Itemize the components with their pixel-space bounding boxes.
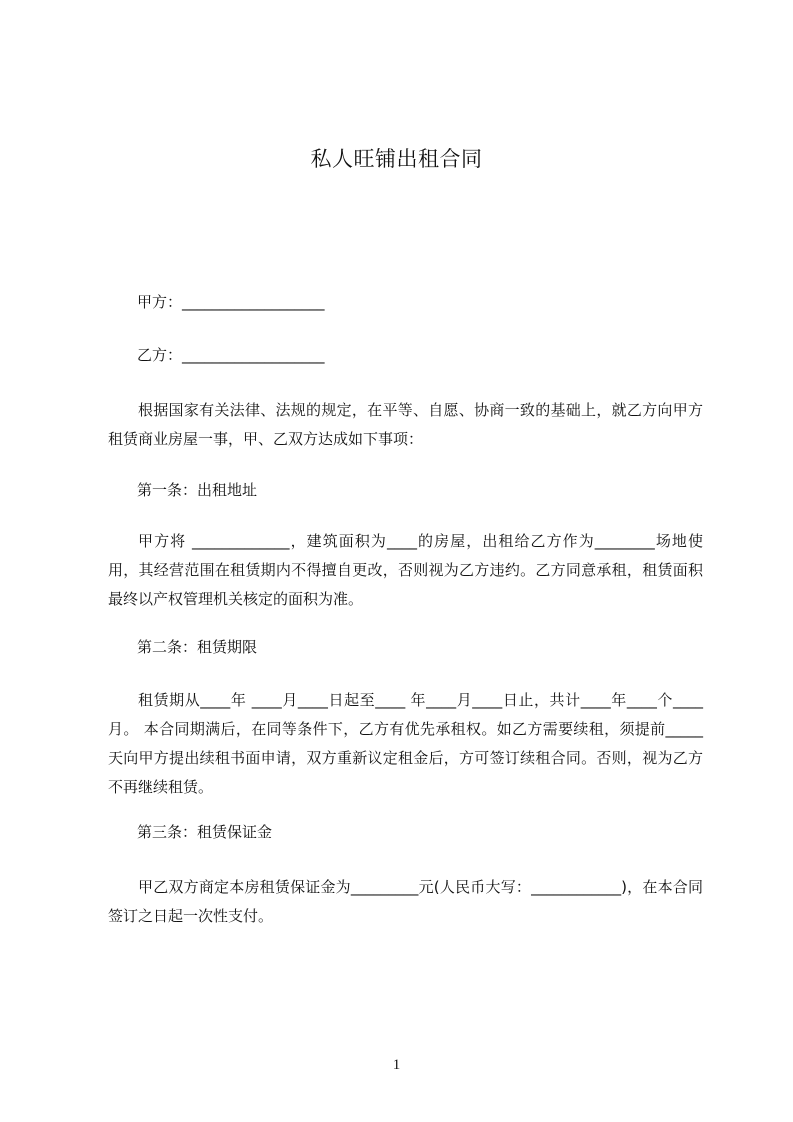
party-b-line: 乙方：___________________: [137, 346, 325, 364]
intro-paragraph: 根据国家有关法律、法规的规定，在平等、自愿、协商一致的基础上，就乙方向甲方租赁商业房屋一事，甲、乙双方达成如下事项：: [108, 401, 703, 448]
page-number: 1: [392, 1057, 401, 1073]
article-1-body: 甲方将 _____________，建筑面积为____的房屋，出租给乙方作为________场地使用，其经营范围在租赁期内不得擅自更改，否则视为乙方违约。乙方同意承租，租赁面积最终以产权管理机关核定的面积为准。: [108, 532, 703, 608]
article-1-heading: 第一条：出租地址: [137, 481, 258, 499]
article-2-body: 租赁期从____年 ____月____日起至____ 年____月____日止，共计____年____个____月。 本合同期满后，在同等条件下，乙方有优先承租权。如乙方需要续租，须提前_____天向甲方提出续租书面申请，双方重新议定租金后，方可签订续租合同。否则，视为乙方不再继续租赁。: [108, 691, 703, 796]
article-2-heading: 第二条：租赁期限: [137, 638, 258, 656]
contract-title: 私人旺铺出租合同: [310, 147, 483, 171]
article-3-body: 甲乙双方商定本房租赁保证金为_________元(人民币大写：____________)，在本合同签订之日起一次性支付。: [108, 878, 703, 925]
article-3-heading: 第三条：租赁保证金: [137, 823, 273, 841]
party-a-line: 甲方：___________________: [137, 293, 325, 311]
